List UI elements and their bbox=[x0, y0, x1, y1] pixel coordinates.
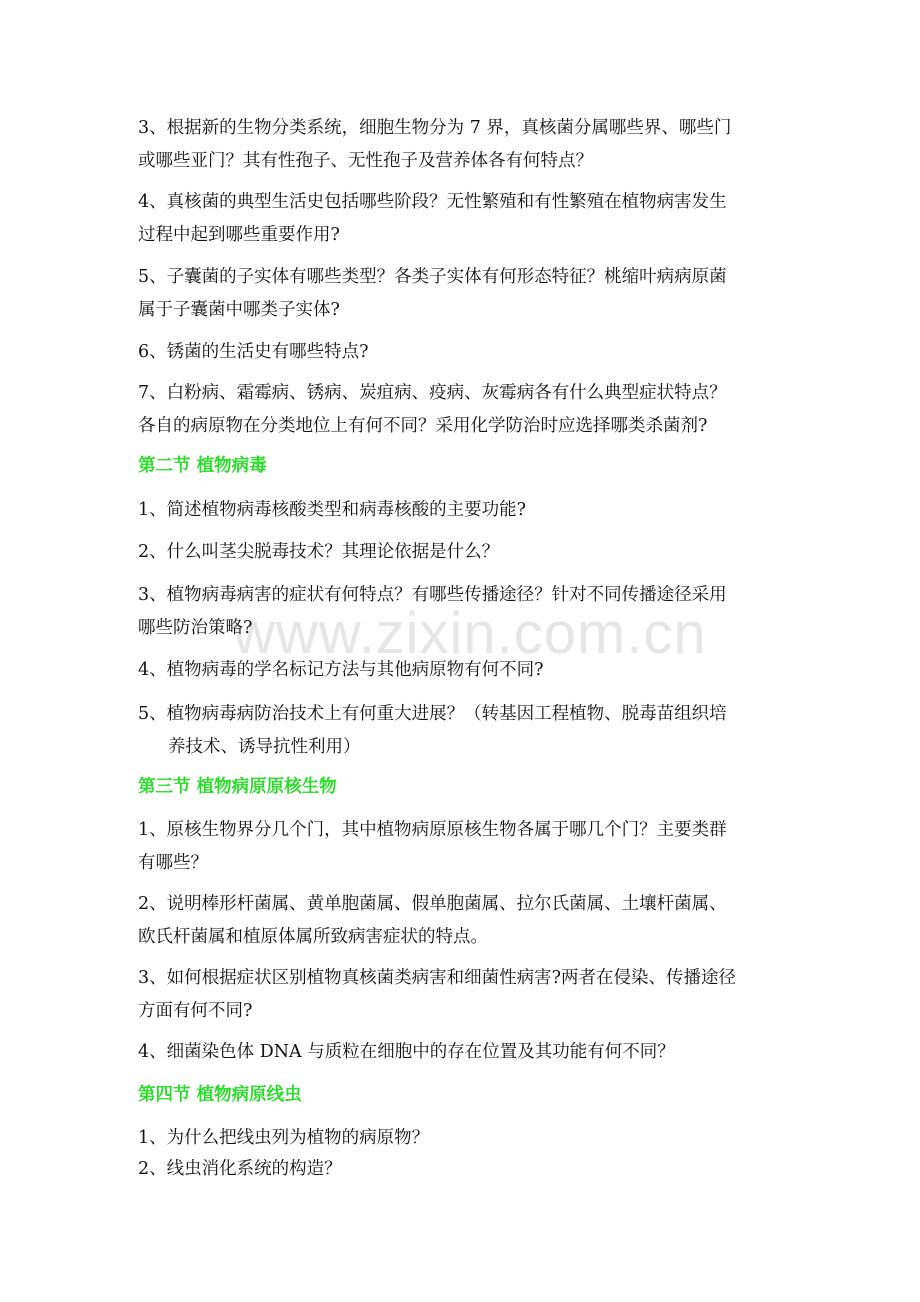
question-line: 4、真核菌的典型生活史包括哪些阶段？无性繁殖和有性繁殖在植物病害发生 bbox=[138, 192, 727, 212]
question-line: 或哪些亚门？其有性孢子、无性孢子及营养体各有何特点？ bbox=[138, 151, 593, 171]
question-line: 6、锈菌的生活史有哪些特点? bbox=[138, 342, 369, 362]
question-line: 方面有何不同? bbox=[138, 1001, 253, 1021]
question-item bbox=[138, 698, 727, 764]
question-item bbox=[138, 1036, 675, 1069]
question-line: 4、细菌染色体 DNA 与质粒在细胞中的存在位置及其功能有何不同？ bbox=[138, 1042, 675, 1062]
question-line: 7、白粉病、霜霉病、锈病、炭疽病、疫病、灰霉病各有什么典型症状特点？ bbox=[138, 383, 727, 403]
question-item bbox=[138, 579, 727, 645]
question-line: 4、植物病毒的学名标记方法与其他病原物有何不同? bbox=[138, 660, 544, 680]
question-item bbox=[138, 261, 727, 327]
question-line: 1、简述植物病毒核酸类型和病毒核酸的主要功能? bbox=[138, 500, 527, 520]
question-line: 2、说明棒形杆菌属、黄单胞菌属、假单胞菌属、拉尔氏菌属、土壤杆菌属、 bbox=[138, 894, 727, 914]
question-item bbox=[138, 888, 727, 954]
question-line: 5、子囊菌的子实体有哪些类型？各类子实体有何形态特征？桃缩叶病病原菌 bbox=[138, 267, 727, 287]
question-line: 哪些防治策略? bbox=[138, 618, 253, 638]
question-line: 2、线虫消化系统的构造？ bbox=[138, 1159, 342, 1179]
question-line: 欧氏杆菌属和植原体属所致病害症状的特点。 bbox=[138, 927, 488, 947]
question-item bbox=[138, 186, 727, 252]
section-heading: 第二节 植物病毒 bbox=[138, 456, 267, 476]
question-item bbox=[138, 336, 369, 369]
section-heading: 第三节 植物病原原核生物 bbox=[138, 777, 337, 797]
question-line: 过程中起到哪些重要作用? bbox=[138, 225, 340, 245]
question-item bbox=[138, 494, 526, 527]
question-line: 5、植物病毒病防治技术上有何重大进展？（转基因工程植物、脱毒苗组织培 bbox=[138, 704, 727, 724]
question-line: 1、为什么把线虫列为植物的病原物？ bbox=[138, 1128, 430, 1148]
question-line: 3、如何根据症状区别植物真核菌类病害和细菌性病害?两者在侵染、传播途径 bbox=[138, 968, 737, 988]
question-line: 3、植物病毒病害的症状有何特点？有哪些传播途径？针对不同传播途径采用 bbox=[138, 585, 727, 605]
question-line: 3、根据新的生物分类系统，细胞生物分为 7 界，真核菌分属哪些界、哪些门 bbox=[138, 118, 732, 138]
question-item bbox=[138, 814, 727, 880]
question-line: 1、原核生物界分几个门，其中植物病原原核生物各属于哪几个门？主要类群 bbox=[138, 820, 727, 840]
question-line: 属于子囊菌中哪类子实体? bbox=[138, 300, 340, 320]
question-line: 各自的病原物在分类地位上有何不同？采用化学防治时应选择哪类杀菌剂? bbox=[138, 416, 708, 436]
question-item bbox=[138, 962, 736, 1028]
watermark-text: www.zixin.com.cn bbox=[233, 601, 707, 666]
question-item bbox=[138, 654, 544, 687]
section-heading: 第四节 植物病原线虫 bbox=[138, 1085, 302, 1105]
question-item bbox=[138, 536, 499, 569]
question-line: 2、什么叫茎尖脱毒技术？其理论依据是什么？ bbox=[138, 542, 500, 562]
question-item bbox=[138, 377, 727, 443]
question-item bbox=[138, 1153, 342, 1186]
question-line: 养技术、诱导抗性利用） bbox=[168, 737, 361, 757]
question-item bbox=[138, 1122, 429, 1155]
question-item bbox=[138, 112, 731, 178]
question-line: 有哪些？ bbox=[138, 853, 208, 873]
